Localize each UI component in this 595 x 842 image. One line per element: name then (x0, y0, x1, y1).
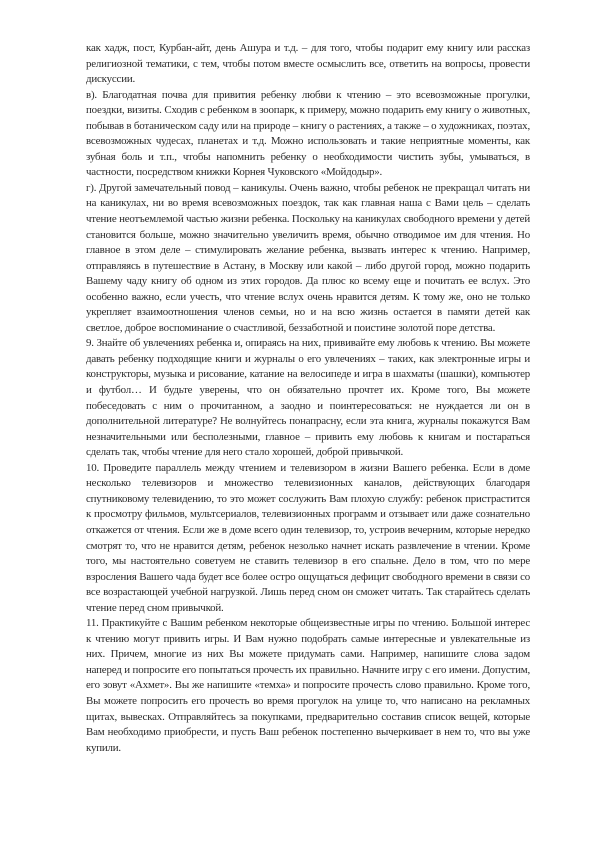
paragraph-outings: в). Благодатная почва для привития ребенку любви к чтению – это всевозможные прогулки, поездки, визиты. Сходив с ребенком в зоопарк, к примеру, можно подарить ему книгу о животных, побывав в ботаническом саду или на природе – книгу о растениях, а также – о художниках, поэтах, всевозможных чудесах, планетах и т.д. Можно использовать и такие неприятные моменты, как зубная боль и т.п., чтобы напомнить ребенку о необходимости чистить зубы, умываться, в частности, посредством книжки Корнея Чуковского «Мойдодыр». (86, 88, 530, 179)
paragraph-television: 10. Проведите параллель между чтением и телевизором в жизни Вашего ребенка. Если в доме несколько телевизоров и множество телевизионных каналов, действующих благодаря спутниковому телевидению, то это может сослужить Вам плохую службу: ребенок пристрастится к просмотру фильмов, мультсериалов, телевизионных программ и отзывает или даже сознательно откажется от чтения. Если же в доме всего один телевизор, то, устроив вечерним, которые нередко смотрят то, что не нравится детям, ребенок незолько начнет искать развлечение в чтении. Кроме того, мы настоятельно советуем не ставить телевизор в его спальне. Дело в том, что по мере взросления Вашего чада будет все более остро ощущаться дефицит свободного времени в связи со все возрастающей учебной нагрузкой. Лишь перед сном он сможет читать. Так старайтесь сделать чтение перед сном привычкой. (86, 461, 530, 614)
document-page (86, 41, 530, 756)
paragraph-holidays: г). Другой замечательный повод – каникулы. Очень важно, чтобы ребенок не прекращал читать ни на каникулах, ни во время всевозможных поездок, так как главная наша с Вами цель – сделать чтение неотъемлемой частью жизни ребенка. Поскольку на каникулах свободного времени у детей становится больше, можно значительно увеличить время, обычно отводимое им для чтения. Но главное в этом деле – стимулировать желание ребенка, вызвать интерес к чтению. Например, отправляясь в путешествие в Астану, в Москву или какой – либо другой город, можно подарить Вашему чаду книгу об одном из этих городов. Да плюс ко всему еще и почитать ее вслух. Это особенно важно, если учесть, что чтение вслух очень нравится детям. К тому же, оно не только укрепляет взаимоотношения членов семьи, но и на всю жизнь остается в памяти детей как светлое, доброе воспоминание о счастливой, беззаботной и поистине золотой поре детства. (86, 181, 530, 334)
paragraph-reading-games: 11. Практикуйте с Вашим ребенком некоторые общеизвестные игры по чтению. Большой интерес к чтению могут привить игры. И Вам нужно подобрать самые интересные и увлекательные из них. Причем, многие из них Вы можете придумать сами. Например, напишите слова задом наперед и попросите его попытаться прочесть их правильно. Начните игру с его имени. Допустим, его зовут «Ахмет». Вы же напишите «темха» и попросите прочесть слово правильно. Кроме того, Вы можете попросить его прочесть во время прогулок на улице то, что написано на рекламных щитах, вывесках. Отправляйтесь за покупками, предварительно составив список вещей, которые Вам необходимо приобрести, и пусть Ваш ребенок постепенно вычеркивает в нем то, что вы уже купили. (86, 617, 530, 754)
paragraph-continuation: как хадж, пост, Курбан-айт, день Ашура и т.д. – для того, чтобы подарит ему книгу или рассказ религиозной тематики, с тем, чтобы потом вместе осмыслить все, ответить на вопросы, провести дискуссии. (86, 42, 530, 86)
paragraph-hobbies: 9. Знайте об увлечениях ребенка и, опираясь на них, прививайте ему любовь к чтению. Вы можете давать ребенку подходящие книги и журналы о его увлечениях – таких, как электронные игры и конструкторы, музыка и рисование, катание на велосипеде и игра в шахматы (шашки), компьютер и футбол… И будьте уверены, что он обязательно прочтет их. Кроме того, Вы можете побеседовать с ним о прочитанном, а заодно и поинтересоваться: не нуждается ли он в дополнительной литературе? Не волнуйтесь понапрасну, если эта книга, журналы покажутся Вам незначительными или бесполезными, главное – привить ему любовь к книгам и постараться сделать так, чтобы чтение для него стало хорошей, доброй привычкой. (86, 337, 530, 459)
